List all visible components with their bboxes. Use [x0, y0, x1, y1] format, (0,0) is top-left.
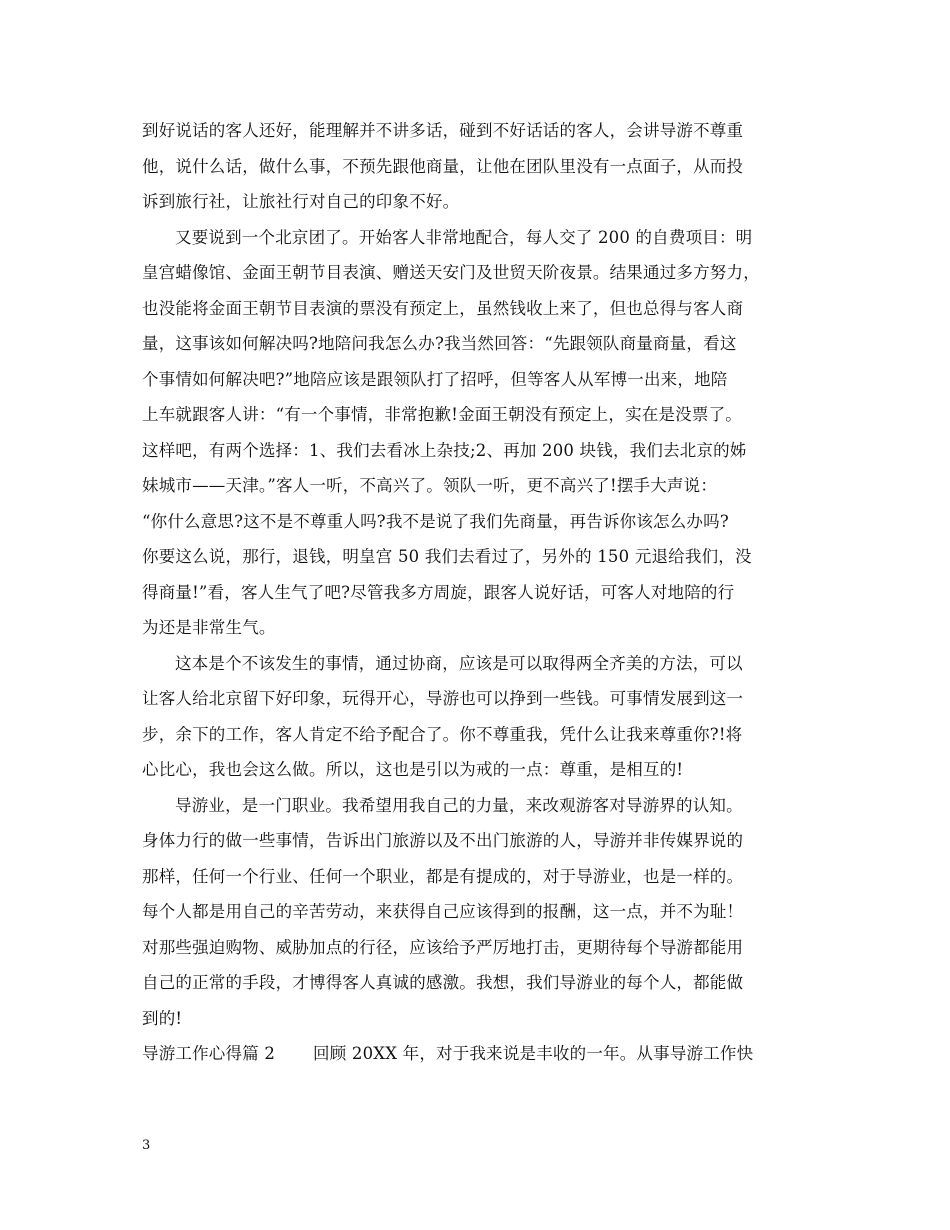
text-line: 到的! — [142, 1008, 183, 1028]
text-line: 你要这么说，那行，退钱，明皇宫 50 我们去看过了，另外的 150 元退给我们，没 — [142, 547, 752, 566]
text-line: 那样，任何一个行业、任何一个职业，都是有提成的，对于导游业，也是一样的。 — [142, 866, 744, 886]
document-body — [142, 113, 814, 1072]
text-line: 步，余下的工作，客人肯定不给予配合了。你不尊重我，凭什么让我来尊重你?!将 — [142, 724, 743, 744]
text-line: 到好说话的客人还好，能理解并不讲多话，碰到不好话话的客人，会讲导游不尊重 — [142, 121, 744, 140]
text-line: 心比心，我也会这么做。所以，这也是引以为戒的一点：尊重，是相互的! — [142, 760, 684, 779]
paragraph-start-line: 导游业，是一门职业。我希望用我自己的力量，来改观游客对导游界的认知。 — [175, 795, 743, 815]
paragraph-start-line: 这本是个不该发生的事情，通过协商，应该是可以取得两全齐美的方法，可以 — [175, 653, 743, 673]
text-line: 也没能将金面王朝节目表演的票没有预定上，虽然钱收上来了，但也总得与客人商 — [142, 298, 744, 318]
text-line: “你什么意思?这不是不尊重人吗?我不是说了我们先商量，再告诉你该怎么办吗? — [142, 511, 729, 531]
text-line: 皇宫蜡像馆、金面王朝节目表演、赠送天安门及世贸天阶夜景。结果通过多方努力， — [142, 263, 760, 282]
text-line: 量，这事该如何解决吗?地陪问我怎么办?我当然回答：“先跟领队商量商量，看这 — [142, 334, 737, 353]
text-line: 让客人给北京留下好印象，玩得开心，导游也可以挣到一些钱。可事情发展到这一 — [142, 689, 744, 708]
text-line: 诉到旅行社，让旅社行对自己的印象不好。 — [142, 192, 460, 211]
text-line: 他，说什么话，做什么事，不预先跟他商量，让他在团队里没有一点面子，从而投 — [142, 156, 744, 176]
page-number: 3 — [142, 1138, 151, 1153]
text-line: 得商量!”看，客人生气了吧?尽管我多方周旋，跟客人说好话，可客人对地陪的行 — [142, 582, 735, 602]
text-line: 上车就跟客人讲：“有一个事情，非常抱歉!金面王朝没有预定上，实在是没票了。 — [142, 405, 742, 424]
section-heading-text: 回顾 20XX 年，对于我来说是丰收的一年。从事导游工作快 — [313, 1044, 754, 1063]
text-line: 自己的正常的手段，才博得客人真诚的感激。我想，我们导游业的每个人，都能做 — [142, 973, 744, 992]
paragraph-start-line: 又要说到一个北京团了。开始客人非常地配合，每人交了 200 的自费项目：明 — [175, 227, 753, 247]
text-line: 为还是非常生气。 — [142, 618, 276, 637]
text-line: 妹城市——天津。”客人一听，不高兴了。领队一听，更不高兴了!摆手大声说： — [142, 476, 718, 495]
section-heading-label: 导游工作心得篇 2 — [142, 1044, 276, 1063]
section-heading-line — [142, 1036, 814, 1072]
text-line: 每个人都是用自己的辛苦劳动，来获得自己应该得到的报酬，这一点，并不为耻！ — [142, 902, 744, 921]
text-line: 这样吧，有两个选择：1、我们去看冰上杂技;2、再加 200 块钱，我们去北京的姊 — [142, 440, 747, 460]
text-line: 对那些强迫购物、威胁加点的行径，应该给予严厉地打击，更期待每个导游都能用 — [142, 937, 744, 957]
text-line: 个事情如何解决吧?”地陪应该是跟领队打了招呼，但等客人从军博一出来，地陪 — [142, 369, 728, 389]
text-line: 身体力行的做一些事情，告诉出门旅游以及不出门旅游的人，导游并非传媒界说的 — [142, 831, 744, 850]
